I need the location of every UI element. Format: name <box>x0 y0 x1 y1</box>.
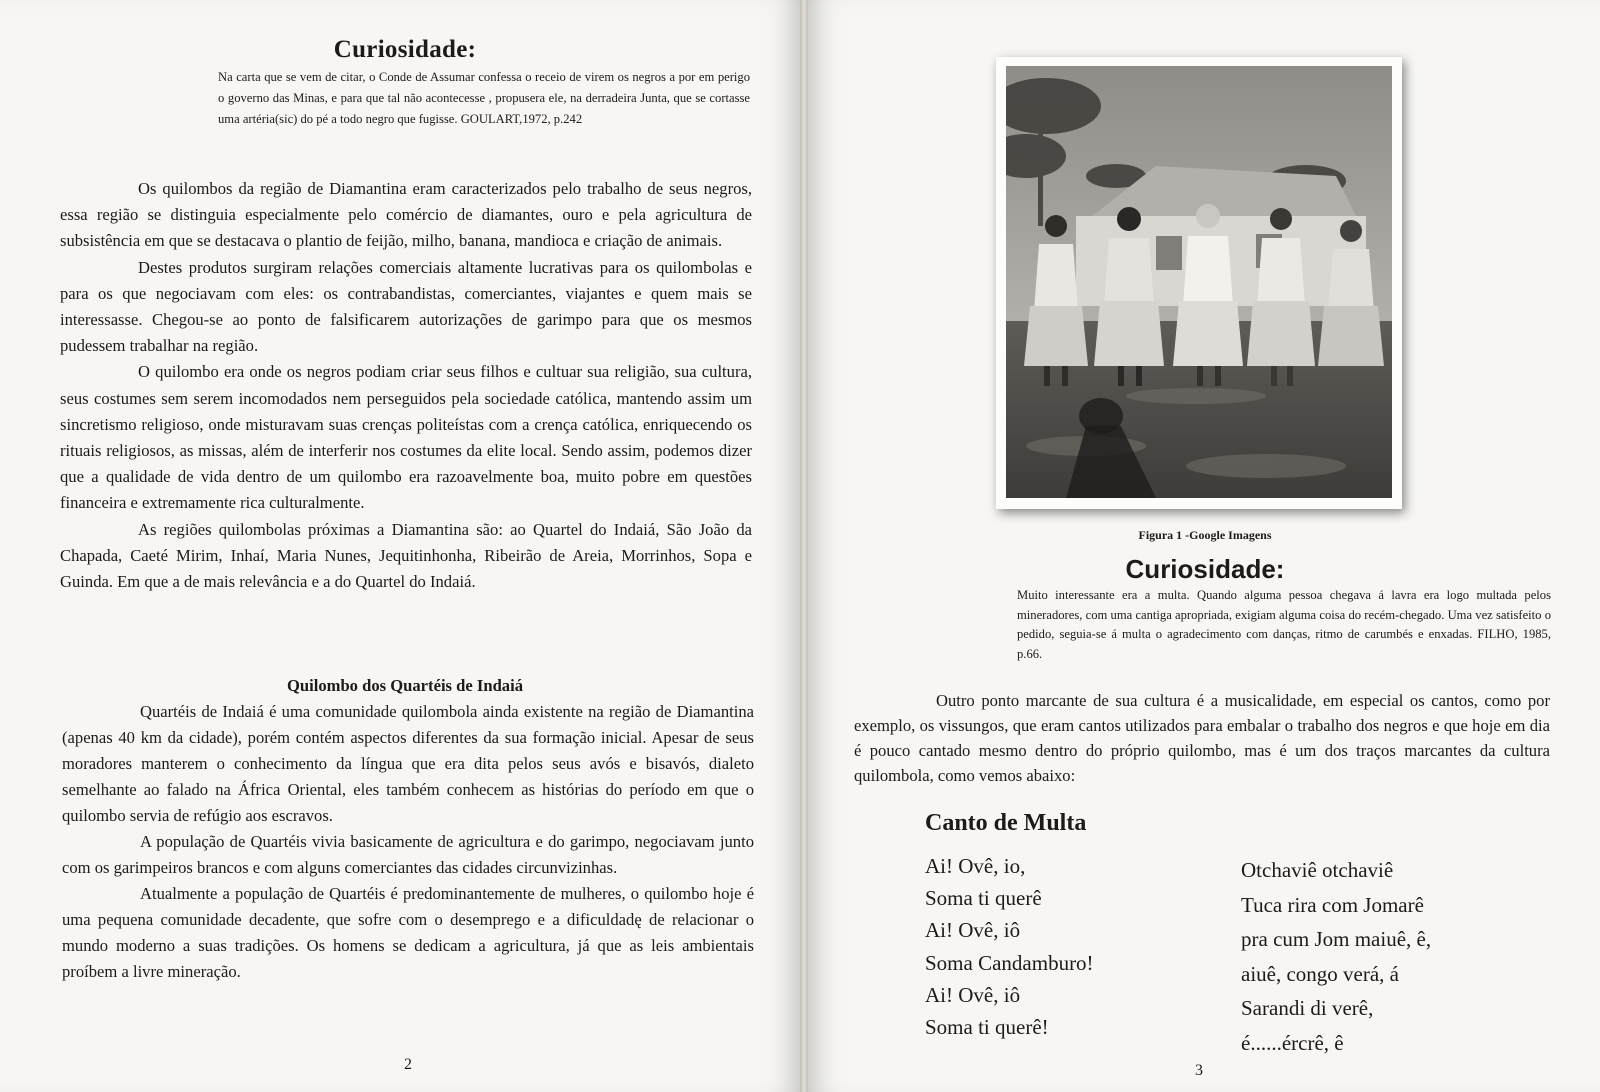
page-number-right: 3 <box>1195 1062 1203 1079</box>
verse-line: é......ércrê, ê <box>1241 1030 1344 1055</box>
verse-line: Ai! Ovê, iô <box>925 918 1021 943</box>
paragraph: Destes produtos surgiram relações comerciais altamente lucrativas para os quilombolas e para os que negociavam com eles: os contrabandistas, comerciantes, viajantes e quem mais se interessasse. Chegou-se ao ponto de falsificarem autorizações de garimpo para que os mesmos pudessem trabalhar na região. <box>60 257 752 356</box>
curiosity-title-right: Curiosidade: <box>1125 554 1285 584</box>
song-title: Canto de Multa <box>925 810 1087 836</box>
figure-photo <box>1006 66 1392 498</box>
right-body-paragraph <box>854 688 1550 788</box>
paragraph: Atualmente a população de Quartéis é predominantemente de mulheres, o quilombo hoje é uma pequena comunidade decadente, que sofre com o desemprego e a dificuldadę de relacionar o mundo moderno a suas tradições. Os homens se dedicam a agricultura, já que as leis ambientais proíbem a livre mineração. <box>62 884 754 981</box>
curiosity-quote-left: Na carta que se vem de citar, o Conde de Assumar confessa o receio de virem os negros a por em perigo o governo das Minas, e para que tal não acontecesse , propusera ele, na derradeira Junta, que se cortasse uma artéria(sic) do pé a todo negro que fugisse. GOULART,1972, p.242 <box>218 70 750 126</box>
curiosity-title-left: Curiosidade: <box>333 36 477 63</box>
curiosity-quote-right: Muito interessante era a multa. Quando alguma pessoa chegava á lavra era logo multada pelos mineradores, com uma cantiga apropriada, exigiam alguma coisa do recém-chegado. Uma vez satisfeito o pedido, seguia-se á multa o agradecimento com danças, ritmo de carumbés e enxadas. FILHO, 1985, p.66. <box>1017 588 1551 661</box>
verse-line: Tuca rira com Jomarê <box>1241 892 1424 917</box>
figure-photo-frame <box>996 57 1402 509</box>
verse-line: Soma Candamburo! <box>925 950 1094 975</box>
verse-right-column <box>1241 853 1431 1060</box>
paragraph: O quilombo era onde os negros podiam criar seus filhos e cultuar sua religião, sua cultura, seus costumes sem serem incomodados nem perseguidos pela sociedade católica, mantendo assim um sincretismo religioso, onde misturavam suas crenças politeístas com a crença católica, enriquecendo os rituais religiosos, as missas, além de interferir nos costumes da elite local. Sendo assim, podemos dizer que a qualidade de vida dentro de um quilombo era razoavelmente boa, muito pobre em questões financeira e extremamente rica culturalmente. <box>60 362 752 513</box>
verse-line: Ai! Ovê, iô <box>925 982 1021 1007</box>
verse-line: pra cum Jom maiuê, ê, <box>1241 927 1432 951</box>
verse-line: Sarandi di verê, <box>1241 996 1374 1020</box>
verse-left-column <box>925 850 1094 1043</box>
verse-line: aiuê, congo verá, á <box>1241 961 1400 986</box>
photo-illustration <box>1006 66 1392 498</box>
verse-line: Otchaviê otchaviê <box>1241 858 1394 882</box>
left-body-section-2 <box>62 699 754 985</box>
figure-caption: Figura 1 -Google Imagens <box>1138 528 1272 542</box>
verse-line: Soma ti querê <box>925 886 1042 911</box>
paragraph: Quartéis de Indaiá é uma comunidade quilombola ainda existente na região de Diamantina (apenas 40 km da cidade), porém contém aspectos diferentes da sua formação inicial. Apesar de seus moradores manterem o conhecimento da língua que era dita pelos seus avós e bisavós, dialeto semelhante ao falado na África Oriental, eles também conhecem as histórias do período em que o quilombo servia de refúgio aos escravos. <box>62 702 754 825</box>
left-body-section-1 <box>60 176 752 595</box>
paragraph: Outro ponto marcante de sua cultura é a musicalidade, em especial os cantos, como por exemplo, os vissungos, que eram cantos utilizados para embalar o trabalho dos negros e que hoje em dia é pouco cantado mesmo dentro do próprio quilombo, mas é um dos traços marcantes da cultura quilombola, como vemos abaixo: <box>854 691 1550 785</box>
paragraph: A população de Quartéis vivia basicamente de agricultura e do garimpo, negociavam junto com os garimpeiros brancos e com alguns comerciantes das cidades circunvizinhas. <box>62 832 754 877</box>
page-number-left: 2 <box>404 1056 412 1073</box>
book-gutter <box>800 0 808 1092</box>
section-subheading: Quilombo dos Quartéis de Indaiá <box>286 676 524 695</box>
verse-line: Soma ti querê! <box>925 1015 1049 1040</box>
paragraph: Os quilombos da região de Diamantina eram caracterizados pelo trabalho de seus negros, essa região se distinguia especialmente pelo comércio de diamantes, ouro e pela agricultura de subsistência em que se destacava o plantio de feijão, milho, banana, mandioca e criação de animais. <box>60 179 752 251</box>
verse-line: Ai! Ovê, io, <box>925 854 1026 878</box>
paragraph: As regiões quilombolas próximas a Diamantina são: ao Quartel do Indaiá, São João da Chapada, Caeté Mirim, Inhaí, Maria Nunes, Jequitinhonha, Ribeirão de Areia, Morrinhos, Sopa e Guinda. Em que a de mais relevância e a do Quartel do Indaiá. <box>60 519 752 592</box>
